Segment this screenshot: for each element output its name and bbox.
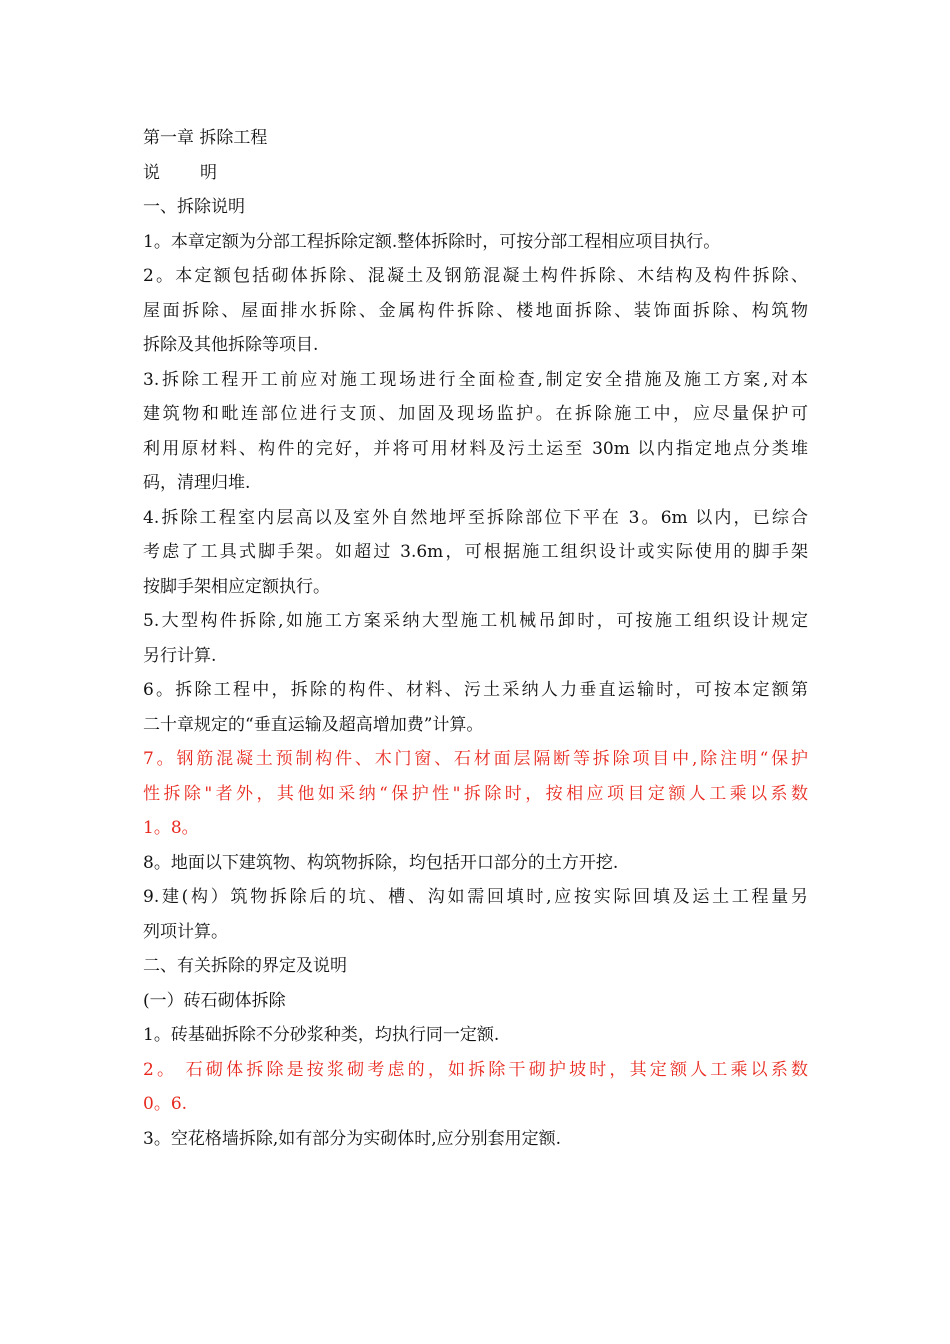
paragraph-line: 9.建(构）筑物拆除后的坑、槽、沟如需回填时,应按实际回填及运土工程量另 [143,887,808,907]
paragraph-line: 屋面拆除、屋面排水拆除、金属构件拆除、楼地面拆除、装饰面拆除、构筑物 [143,300,808,321]
paragraph-line: 8。地面以下建筑物、构筑物拆除，均包括开口部分的土方开挖. [143,852,619,873]
paragraph-line: 利用原材料、构件的完好，并将可用材料及污土运至 30m 以内指定地点分类堆 [143,438,808,459]
paragraph-line: 建筑物和毗连部位进行支顶、加固及现场监护。在拆除施工中，应尽量保护可 [143,404,808,424]
paragraph-line: 二十章规定的“垂直运输及超高增加费”计算。 [143,714,484,735]
paragraph-line: 6。拆除工程中，拆除的构件、材料、污土采纳人力垂直运输时，可按本定额第 [143,680,808,700]
paragraph-line: 3。空花格墙拆除,如有部分为实砌体时,应分别套用定额. [143,1128,562,1149]
paragraph-line: 2。本定额包括砌体拆除、混凝土及钢筋混凝土构件拆除、木结构及构件拆除、 [143,266,808,286]
highlighted-line: 0。6. [143,1094,188,1114]
highlighted-line: 1。8。 [143,818,199,838]
section-title-left: 说 [143,162,160,183]
paragraph-line: 码，清理归堆. [143,473,251,493]
paragraph-line: 5.大型构件拆除,如施工方案采纳大型施工机械吊卸时，可按施工组织设计规定 [143,611,808,631]
heading-definitions: 二、有关拆除的界定及说明 [143,956,347,976]
highlighted-line: 2。 石砌体拆除是按浆砌考虑的，如拆除干砌护坡时，其定额人工乘以系数 [143,1059,808,1080]
paragraph-line: 列项计算。 [143,921,228,942]
paragraph-line: 3.拆除工程开工前应对施工现场进行全面检查,制定安全措施及施工方案,对本 [143,369,808,390]
subheading-masonry-demolition: (一）砖石砌体拆除 [143,990,286,1011]
paragraph-line: 1。本章定额为分部工程拆除定额.整体拆除时，可按分部工程相应项目执行。 [143,231,721,252]
heading-demolition-notes: 一、拆除说明 [143,197,245,217]
paragraph-line: 拆除及其他拆除等项目. [143,335,319,355]
paragraph-line: 1。砖基础拆除不分砂浆种类，均执行同一定额. [143,1025,500,1045]
chapter-title: 第一章 拆除工程 [143,128,268,148]
highlighted-line: 7。钢筋混凝土预制构件、木门窗、石材面层隔断等拆除项目中,除注明“保护 [143,749,808,769]
paragraph-line: 考虑了工具式脚手架。如超过 3.6m，可根据施工组织设计或实际使用的脚手架 [143,542,808,562]
paragraph-line: 另行计算. [143,645,217,666]
section-title-right: 明 [200,162,217,183]
document-page [143,121,808,1156]
paragraph-line: 按脚手架相应定额执行。 [143,576,330,597]
paragraph-line: 4.拆除工程室内层高以及室外自然地坪至拆除部位下平在 3。6m 以内，已综合 [143,507,808,528]
highlighted-line: 性拆除"者外，其他如采纳“保护性"拆除时，按相应项目定额人工乘以系数 [143,783,808,804]
section-title [143,156,808,191]
